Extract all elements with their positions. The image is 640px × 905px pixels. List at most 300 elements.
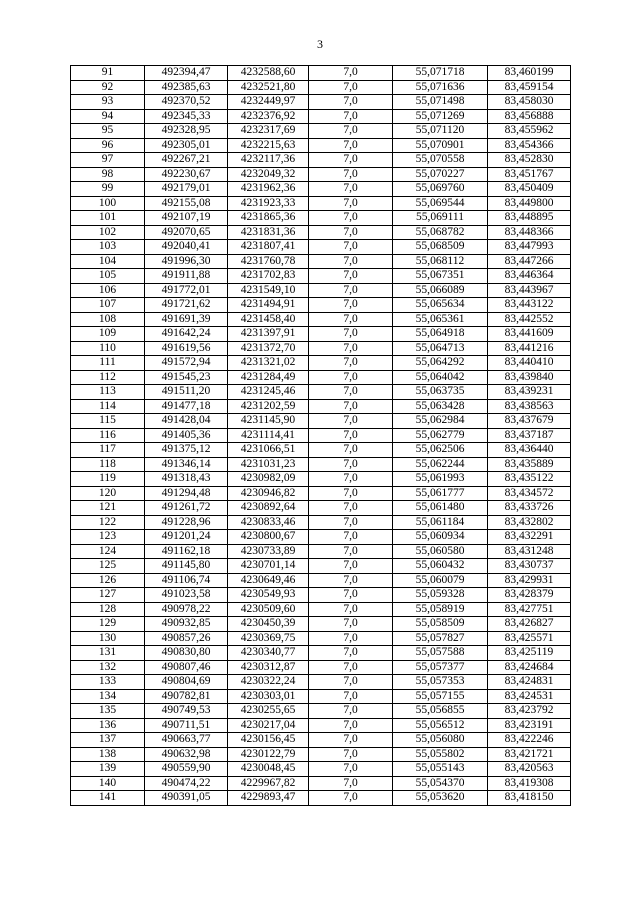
point-number-cell: 135 [71,704,145,719]
longitude-cell: 83,450409 [488,182,571,197]
y-coordinate-cell: 4231494,91 [228,298,309,313]
latitude-cell: 55,064918 [393,327,488,342]
y-coordinate-cell: 4230122,79 [228,747,309,762]
point-number-cell: 122 [71,515,145,530]
accuracy-cell: 7,0 [309,341,393,356]
latitude-cell: 55,059328 [393,588,488,603]
x-coordinate-cell: 492267,21 [145,153,228,168]
y-coordinate-cell: 4230701,14 [228,559,309,574]
latitude-cell: 55,060432 [393,559,488,574]
table-row [71,660,571,675]
longitude-cell: 83,458030 [488,95,571,110]
y-coordinate-cell: 4232376,92 [228,109,309,124]
point-number-cell: 105 [71,269,145,284]
latitude-cell: 55,070558 [393,153,488,168]
point-number-cell: 136 [71,718,145,733]
point-number-cell: 137 [71,733,145,748]
x-coordinate-cell: 491911,88 [145,269,228,284]
point-number-cell: 113 [71,385,145,400]
accuracy-cell: 7,0 [309,109,393,124]
latitude-cell: 55,057353 [393,675,488,690]
accuracy-cell: 7,0 [309,80,393,95]
x-coordinate-cell: 492394,47 [145,66,228,81]
latitude-cell: 55,069760 [393,182,488,197]
point-number-cell: 92 [71,80,145,95]
y-coordinate-cell: 4231145,90 [228,414,309,429]
accuracy-cell: 7,0 [309,501,393,516]
accuracy-cell: 7,0 [309,66,393,81]
latitude-cell: 55,062506 [393,443,488,458]
point-number-cell: 131 [71,646,145,661]
longitude-cell: 83,427751 [488,602,571,617]
accuracy-cell: 7,0 [309,747,393,762]
latitude-cell: 55,057827 [393,631,488,646]
latitude-cell: 55,058509 [393,617,488,632]
longitude-cell: 83,454366 [488,138,571,153]
point-number-cell: 129 [71,617,145,632]
point-number-cell: 100 [71,196,145,211]
point-number-cell: 99 [71,182,145,197]
accuracy-cell: 7,0 [309,399,393,414]
y-coordinate-cell: 4231031,23 [228,457,309,472]
table-row [71,312,571,327]
x-coordinate-cell: 491691,39 [145,312,228,327]
x-coordinate-cell: 490391,05 [145,791,228,806]
point-number-cell: 114 [71,399,145,414]
point-number-cell: 97 [71,153,145,168]
latitude-cell: 55,058919 [393,602,488,617]
point-number-cell: 118 [71,457,145,472]
table-row [71,762,571,777]
table-row [71,776,571,791]
longitude-cell: 83,437187 [488,428,571,443]
y-coordinate-cell: 4232588,60 [228,66,309,81]
y-coordinate-cell: 4230369,75 [228,631,309,646]
point-number-cell: 130 [71,631,145,646]
accuracy-cell: 7,0 [309,385,393,400]
latitude-cell: 55,057588 [393,646,488,661]
point-number-cell: 134 [71,689,145,704]
accuracy-cell: 7,0 [309,443,393,458]
longitude-cell: 83,422246 [488,733,571,748]
latitude-cell: 55,069544 [393,196,488,211]
accuracy-cell: 7,0 [309,153,393,168]
longitude-cell: 83,425119 [488,646,571,661]
table-row [71,283,571,298]
longitude-cell: 83,432291 [488,530,571,545]
accuracy-cell: 7,0 [309,414,393,429]
point-number-cell: 139 [71,762,145,777]
x-coordinate-cell: 491318,43 [145,472,228,487]
latitude-cell: 55,067351 [393,269,488,284]
x-coordinate-cell: 491477,18 [145,399,228,414]
accuracy-cell: 7,0 [309,370,393,385]
y-coordinate-cell: 4230048,45 [228,762,309,777]
x-coordinate-cell: 490804,69 [145,675,228,690]
latitude-cell: 55,068112 [393,254,488,269]
point-number-cell: 117 [71,443,145,458]
y-coordinate-cell: 4231923,33 [228,196,309,211]
point-number-cell: 126 [71,573,145,588]
y-coordinate-cell: 4231807,41 [228,240,309,255]
accuracy-cell: 7,0 [309,283,393,298]
latitude-cell: 55,056512 [393,718,488,733]
x-coordinate-cell: 492305,01 [145,138,228,153]
point-number-cell: 133 [71,675,145,690]
table-row [71,443,571,458]
x-coordinate-cell: 492070,65 [145,225,228,240]
x-coordinate-cell: 491721,62 [145,298,228,313]
table-row [71,269,571,284]
longitude-cell: 83,451767 [488,167,571,182]
accuracy-cell: 7,0 [309,704,393,719]
table-row [71,675,571,690]
accuracy-cell: 7,0 [309,602,393,617]
accuracy-cell: 7,0 [309,327,393,342]
longitude-cell: 83,431248 [488,544,571,559]
table-row [71,399,571,414]
table-row [71,588,571,603]
latitude-cell: 55,062984 [393,414,488,429]
latitude-cell: 55,062244 [393,457,488,472]
accuracy-cell: 7,0 [309,776,393,791]
x-coordinate-cell: 491772,01 [145,283,228,298]
longitude-cell: 83,435889 [488,457,571,472]
table-row [71,66,571,81]
point-number-cell: 103 [71,240,145,255]
latitude-cell: 55,071718 [393,66,488,81]
longitude-cell: 83,439840 [488,370,571,385]
table-row [71,501,571,516]
longitude-cell: 83,419308 [488,776,571,791]
y-coordinate-cell: 4231962,36 [228,182,309,197]
longitude-cell: 83,424831 [488,675,571,690]
y-coordinate-cell: 4231397,91 [228,327,309,342]
x-coordinate-cell: 490663,77 [145,733,228,748]
coordinates-table [70,65,571,806]
table-row [71,544,571,559]
x-coordinate-cell: 490474,22 [145,776,228,791]
longitude-cell: 83,436440 [488,443,571,458]
table-row [71,646,571,661]
accuracy-cell: 7,0 [309,689,393,704]
x-coordinate-cell: 492345,33 [145,109,228,124]
x-coordinate-cell: 491261,72 [145,501,228,516]
x-coordinate-cell: 492370,52 [145,95,228,110]
x-coordinate-cell: 491572,94 [145,356,228,371]
longitude-cell: 83,426827 [488,617,571,632]
y-coordinate-cell: 4230217,04 [228,718,309,733]
point-number-cell: 120 [71,486,145,501]
table-row [71,530,571,545]
accuracy-cell: 7,0 [309,124,393,139]
point-number-cell: 141 [71,791,145,806]
accuracy-cell: 7,0 [309,138,393,153]
x-coordinate-cell: 492328,95 [145,124,228,139]
point-number-cell: 94 [71,109,145,124]
longitude-cell: 83,446364 [488,269,571,284]
x-coordinate-cell: 490932,85 [145,617,228,632]
latitude-cell: 55,066089 [393,283,488,298]
x-coordinate-cell: 491428,04 [145,414,228,429]
x-coordinate-cell: 492179,01 [145,182,228,197]
table-row [71,138,571,153]
x-coordinate-cell: 492385,63 [145,80,228,95]
x-coordinate-cell: 491375,12 [145,443,228,458]
latitude-cell: 55,063735 [393,385,488,400]
x-coordinate-cell: 490807,46 [145,660,228,675]
y-coordinate-cell: 4231372,70 [228,341,309,356]
point-number-cell: 123 [71,530,145,545]
x-coordinate-cell: 491162,18 [145,544,228,559]
longitude-cell: 83,433726 [488,501,571,516]
longitude-cell: 83,438563 [488,399,571,414]
x-coordinate-cell: 491228,96 [145,515,228,530]
y-coordinate-cell: 4230549,93 [228,588,309,603]
accuracy-cell: 7,0 [309,762,393,777]
accuracy-cell: 7,0 [309,515,393,530]
x-coordinate-cell: 490782,81 [145,689,228,704]
point-number-cell: 98 [71,167,145,182]
table-row [71,153,571,168]
y-coordinate-cell: 4231066,51 [228,443,309,458]
longitude-cell: 83,434572 [488,486,571,501]
latitude-cell: 55,064042 [393,370,488,385]
latitude-cell: 55,064292 [393,356,488,371]
latitude-cell: 55,065634 [393,298,488,313]
x-coordinate-cell: 491023,58 [145,588,228,603]
longitude-cell: 83,447993 [488,240,571,255]
latitude-cell: 55,065361 [393,312,488,327]
accuracy-cell: 7,0 [309,559,393,574]
point-number-cell: 138 [71,747,145,762]
y-coordinate-cell: 4230156,45 [228,733,309,748]
latitude-cell: 55,060079 [393,573,488,588]
latitude-cell: 55,071120 [393,124,488,139]
table-row [71,515,571,530]
x-coordinate-cell: 490857,26 [145,631,228,646]
longitude-cell: 83,449800 [488,196,571,211]
accuracy-cell: 7,0 [309,733,393,748]
point-number-cell: 101 [71,211,145,226]
table-row [71,211,571,226]
x-coordinate-cell: 491405,36 [145,428,228,443]
accuracy-cell: 7,0 [309,240,393,255]
latitude-cell: 55,056855 [393,704,488,719]
table-row [71,791,571,806]
y-coordinate-cell: 4231760,78 [228,254,309,269]
table-row [71,414,571,429]
table-row [71,457,571,472]
longitude-cell: 83,442552 [488,312,571,327]
table-row [71,704,571,719]
table-row [71,254,571,269]
y-coordinate-cell: 4230946,82 [228,486,309,501]
x-coordinate-cell: 490632,98 [145,747,228,762]
point-number-cell: 91 [71,66,145,81]
table-row [71,472,571,487]
point-number-cell: 125 [71,559,145,574]
latitude-cell: 55,063428 [393,399,488,414]
accuracy-cell: 7,0 [309,254,393,269]
point-number-cell: 109 [71,327,145,342]
y-coordinate-cell: 4230340,77 [228,646,309,661]
table-row [71,80,571,95]
y-coordinate-cell: 4231702,83 [228,269,309,284]
point-number-cell: 110 [71,341,145,356]
y-coordinate-cell: 4230322,24 [228,675,309,690]
point-number-cell: 106 [71,283,145,298]
table-row [71,689,571,704]
y-coordinate-cell: 4229893,47 [228,791,309,806]
longitude-cell: 83,423792 [488,704,571,719]
y-coordinate-cell: 4231831,36 [228,225,309,240]
y-coordinate-cell: 4230255,65 [228,704,309,719]
longitude-cell: 83,437679 [488,414,571,429]
latitude-cell: 55,057377 [393,660,488,675]
y-coordinate-cell: 4232449,97 [228,95,309,110]
accuracy-cell: 7,0 [309,225,393,240]
accuracy-cell: 7,0 [309,269,393,284]
accuracy-cell: 7,0 [309,544,393,559]
table-row [71,733,571,748]
point-number-cell: 112 [71,370,145,385]
latitude-cell: 55,061993 [393,472,488,487]
latitude-cell: 55,055143 [393,762,488,777]
point-number-cell: 111 [71,356,145,371]
latitude-cell: 55,071498 [393,95,488,110]
coordinates-table-body [71,66,571,806]
table-row [71,573,571,588]
x-coordinate-cell: 491294,48 [145,486,228,501]
latitude-cell: 55,055802 [393,747,488,762]
longitude-cell: 83,418150 [488,791,571,806]
longitude-cell: 83,429931 [488,573,571,588]
x-coordinate-cell: 491619,56 [145,341,228,356]
longitude-cell: 83,435122 [488,472,571,487]
point-number-cell: 95 [71,124,145,139]
x-coordinate-cell: 492107,19 [145,211,228,226]
accuracy-cell: 7,0 [309,167,393,182]
x-coordinate-cell: 490830,80 [145,646,228,661]
accuracy-cell: 7,0 [309,486,393,501]
x-coordinate-cell: 492040,41 [145,240,228,255]
x-coordinate-cell: 491346,14 [145,457,228,472]
accuracy-cell: 7,0 [309,182,393,197]
table-row [71,240,571,255]
x-coordinate-cell: 490749,53 [145,704,228,719]
point-number-cell: 104 [71,254,145,269]
table-row [71,631,571,646]
point-number-cell: 116 [71,428,145,443]
x-coordinate-cell: 491545,23 [145,370,228,385]
longitude-cell: 83,447266 [488,254,571,269]
y-coordinate-cell: 4231245,46 [228,385,309,400]
table-row [71,298,571,313]
table-row [71,196,571,211]
point-number-cell: 96 [71,138,145,153]
y-coordinate-cell: 4230450,39 [228,617,309,632]
latitude-cell: 55,070901 [393,138,488,153]
longitude-cell: 83,421721 [488,747,571,762]
longitude-cell: 83,452830 [488,153,571,168]
table-row [71,370,571,385]
table-row [71,167,571,182]
table-row [71,356,571,371]
accuracy-cell: 7,0 [309,312,393,327]
x-coordinate-cell: 491511,20 [145,385,228,400]
table-row [71,428,571,443]
accuracy-cell: 7,0 [309,457,393,472]
point-number-cell: 128 [71,602,145,617]
accuracy-cell: 7,0 [309,298,393,313]
y-coordinate-cell: 4230800,67 [228,530,309,545]
longitude-cell: 83,460199 [488,66,571,81]
table-row [71,385,571,400]
latitude-cell: 55,056080 [393,733,488,748]
y-coordinate-cell: 4230833,46 [228,515,309,530]
accuracy-cell: 7,0 [309,196,393,211]
accuracy-cell: 7,0 [309,791,393,806]
longitude-cell: 83,440410 [488,356,571,371]
point-number-cell: 107 [71,298,145,313]
longitude-cell: 83,441216 [488,341,571,356]
table-row [71,602,571,617]
table-row [71,124,571,139]
latitude-cell: 55,068782 [393,225,488,240]
point-number-cell: 108 [71,312,145,327]
table-row [71,341,571,356]
latitude-cell: 55,071269 [393,109,488,124]
point-number-cell: 119 [71,472,145,487]
table-row [71,182,571,197]
table-row [71,617,571,632]
table-row [71,747,571,762]
x-coordinate-cell: 492230,67 [145,167,228,182]
longitude-cell: 83,443122 [488,298,571,313]
accuracy-cell: 7,0 [309,631,393,646]
y-coordinate-cell: 4231865,36 [228,211,309,226]
point-number-cell: 127 [71,588,145,603]
x-coordinate-cell: 491642,24 [145,327,228,342]
longitude-cell: 83,428379 [488,588,571,603]
latitude-cell: 55,054370 [393,776,488,791]
accuracy-cell: 7,0 [309,675,393,690]
longitude-cell: 83,456888 [488,109,571,124]
longitude-cell: 83,424684 [488,660,571,675]
latitude-cell: 55,060934 [393,530,488,545]
table-row [71,486,571,501]
y-coordinate-cell: 4230509,60 [228,602,309,617]
y-coordinate-cell: 4231458,40 [228,312,309,327]
point-number-cell: 140 [71,776,145,791]
y-coordinate-cell: 4231284,49 [228,370,309,385]
latitude-cell: 55,061480 [393,501,488,516]
table-row [71,109,571,124]
longitude-cell: 83,443967 [488,283,571,298]
longitude-cell: 83,432802 [488,515,571,530]
x-coordinate-cell: 491145,80 [145,559,228,574]
accuracy-cell: 7,0 [309,573,393,588]
table-row [71,559,571,574]
latitude-cell: 55,069111 [393,211,488,226]
point-number-cell: 132 [71,660,145,675]
latitude-cell: 55,070227 [393,167,488,182]
point-number-cell: 124 [71,544,145,559]
accuracy-cell: 7,0 [309,530,393,545]
accuracy-cell: 7,0 [309,617,393,632]
accuracy-cell: 7,0 [309,646,393,661]
